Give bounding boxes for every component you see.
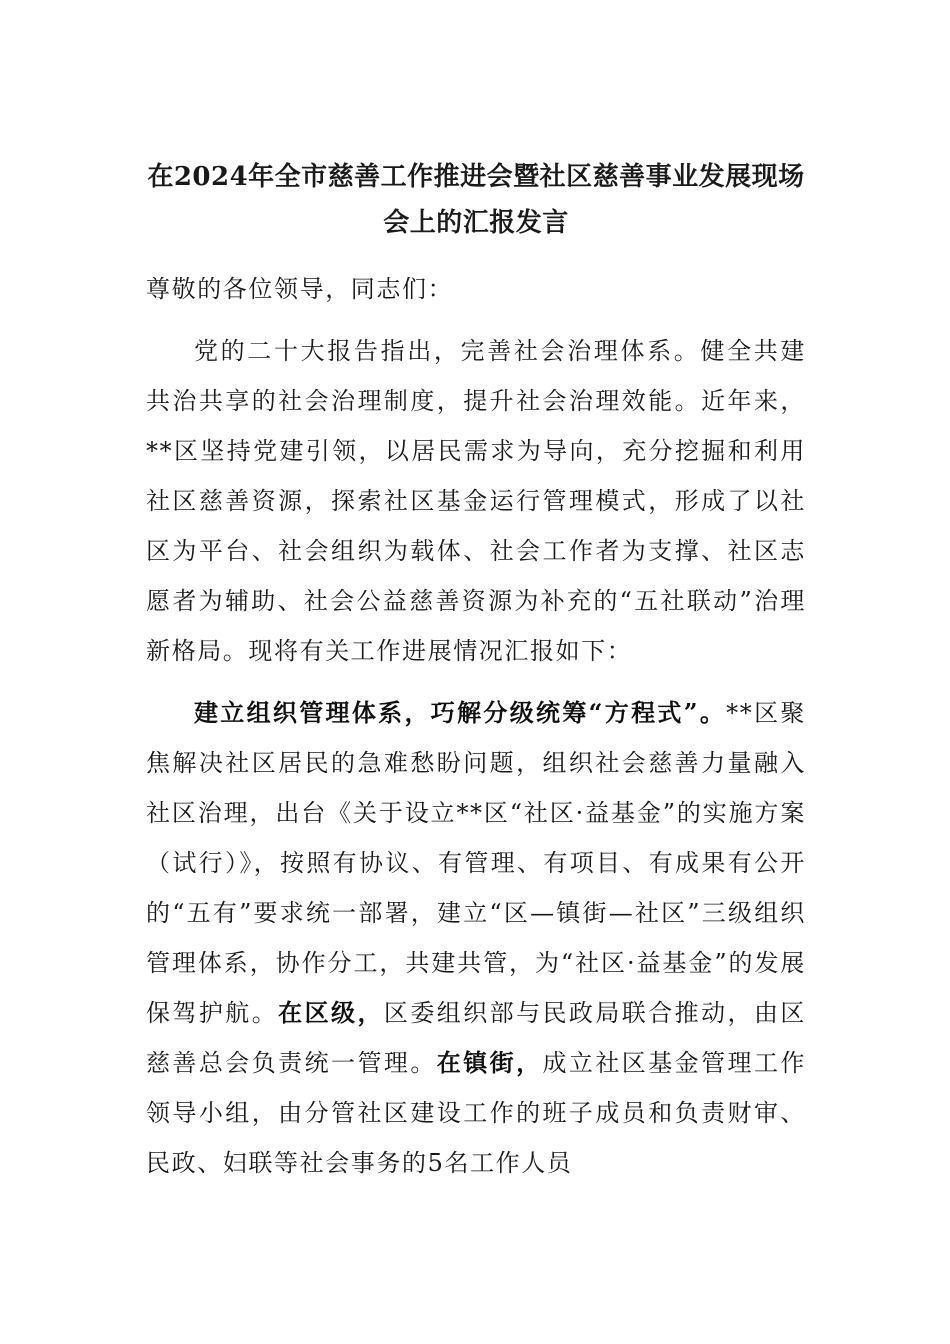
paragraph-intro: 党的二十大报告指出，完善社会治理体系。健全共建共治共享的社会治理制度，提升社会治理效能。近年来，**区坚持党建引领，以居民需求为导向，充分挖掘和利用社区慈善资源，探索社区基金运行管理模式，形成了以社区为平台、社会组织为载体、社会工作者为支撑、社区志愿者为辅助、社会公益慈善资源为补充的“五社联动”治理新格局。现将有关工作进展情况汇报如下： (146, 337, 806, 665)
lead-town: 在镇街， (436, 1048, 543, 1077)
paragraph-text: 成立社区基金管理工作领导小组，由分管社区建设工作的班子成员和负责财审、民政、妇联等社会事务的5名工作人员 (146, 1049, 806, 1177)
document-title: 在2024年全市慈善工作推进会暨社区慈善事业发展现场会上的汇报发言 (147, 162, 805, 238)
paragraph-text: **区聚焦解决社区居民的急难愁盼问题，组织社会慈善力量融入社区治理，出台《关于设立**区“社区·益基金”的实施方案（试行）》，按照有协议、有管理、有项目、有成果有公开的“五有”要求统一部署，建立“区—镇街—社区”三级组织管理体系，协作分工，共建共管，为“社区·益基金”的发展保驾护航。 (146, 699, 806, 1027)
salutation: 尊敬的各位领导，同志们： (146, 275, 454, 303)
paragraph-organization (146, 688, 806, 1188)
section-heading: 建立组织管理体系，巧解分级统筹“方程式”。 (194, 698, 727, 727)
document-body (146, 264, 806, 1188)
paragraph-text: 区委组织部与民政局联合推动，由区慈善总会负责统一管理。 (146, 999, 806, 1077)
lead-district: 在区级， (278, 998, 384, 1027)
